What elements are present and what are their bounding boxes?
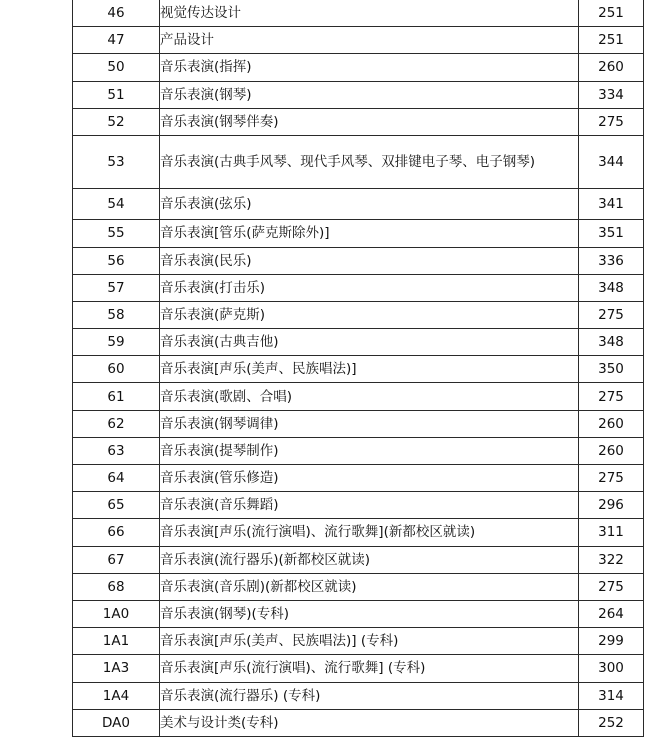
score-cell: 275 bbox=[579, 383, 644, 410]
major-code-cell: DA0 bbox=[73, 709, 160, 736]
major-code-cell: 54 bbox=[73, 189, 160, 220]
score-cell: 260 bbox=[579, 437, 644, 464]
score-cell: 322 bbox=[579, 546, 644, 573]
major-name-cell: 音乐表演(歌剧、合唱) bbox=[160, 383, 579, 410]
score-cell: 334 bbox=[579, 81, 644, 108]
table-row bbox=[73, 81, 644, 108]
major-name-cell: 音乐表演(钢琴伴奏) bbox=[160, 108, 579, 135]
table-row bbox=[73, 600, 644, 627]
major-name-cell: 音乐表演(古典手风琴、现代手风琴、双排键电子琴、电子钢琴) bbox=[160, 135, 579, 188]
score-cell: 260 bbox=[579, 54, 644, 81]
score-cell: 251 bbox=[579, 27, 644, 54]
score-table-body bbox=[73, 0, 644, 736]
major-code-cell: 58 bbox=[73, 301, 160, 328]
score-cell: 344 bbox=[579, 135, 644, 188]
major-code-cell: 53 bbox=[73, 135, 160, 188]
score-cell: 336 bbox=[579, 247, 644, 274]
major-code-cell: 56 bbox=[73, 247, 160, 274]
major-name-cell: 音乐表演(钢琴) bbox=[160, 81, 579, 108]
major-name-cell: 产品设计 bbox=[160, 27, 579, 54]
major-name-cell: 音乐表演(音乐剧)(新都校区就读) bbox=[160, 573, 579, 600]
table-row bbox=[73, 573, 644, 600]
score-cell: 252 bbox=[579, 709, 644, 736]
major-name-cell: 音乐表演(钢琴调律) bbox=[160, 410, 579, 437]
major-code-cell: 59 bbox=[73, 329, 160, 356]
major-code-cell: 67 bbox=[73, 546, 160, 573]
major-code-cell: 1A1 bbox=[73, 628, 160, 655]
table-row bbox=[73, 0, 644, 27]
major-name-cell: 音乐表演[声乐(流行演唱)、流行歌舞] (专科) bbox=[160, 655, 579, 682]
major-name-cell: 视觉传达设计 bbox=[160, 0, 579, 27]
major-name-cell: 音乐表演(流行器乐)(新都校区就读) bbox=[160, 546, 579, 573]
score-cell: 251 bbox=[579, 0, 644, 27]
major-name-cell: 音乐表演(管乐修造) bbox=[160, 465, 579, 492]
major-code-cell: 61 bbox=[73, 383, 160, 410]
score-cell: 275 bbox=[579, 301, 644, 328]
major-code-cell: 46 bbox=[73, 0, 160, 27]
major-code-cell: 47 bbox=[73, 27, 160, 54]
major-name-cell: 音乐表演[管乐(萨克斯除外)] bbox=[160, 220, 579, 247]
score-cell: 275 bbox=[579, 573, 644, 600]
table-row bbox=[73, 519, 644, 546]
major-name-cell: 音乐表演(民乐) bbox=[160, 247, 579, 274]
table-row bbox=[73, 135, 644, 188]
major-name-cell: 音乐表演[声乐(流行演唱)、流行歌舞](新都校区就读) bbox=[160, 519, 579, 546]
score-cell: 264 bbox=[579, 600, 644, 627]
table-row bbox=[73, 465, 644, 492]
table-row bbox=[73, 54, 644, 81]
score-cell: 341 bbox=[579, 189, 644, 220]
major-code-cell: 51 bbox=[73, 81, 160, 108]
table-row bbox=[73, 189, 644, 220]
score-cell: 296 bbox=[579, 492, 644, 519]
table-row bbox=[73, 301, 644, 328]
major-code-cell: 52 bbox=[73, 108, 160, 135]
major-code-cell: 1A4 bbox=[73, 682, 160, 709]
score-table bbox=[72, 0, 644, 737]
score-cell: 275 bbox=[579, 108, 644, 135]
table-row bbox=[73, 546, 644, 573]
major-code-cell: 62 bbox=[73, 410, 160, 437]
score-cell: 311 bbox=[579, 519, 644, 546]
score-cell: 260 bbox=[579, 410, 644, 437]
table-row bbox=[73, 274, 644, 301]
score-cell: 299 bbox=[579, 628, 644, 655]
score-cell: 300 bbox=[579, 655, 644, 682]
major-code-cell: 64 bbox=[73, 465, 160, 492]
table-row bbox=[73, 628, 644, 655]
major-name-cell: 音乐表演[声乐(美声、民族唱法)] bbox=[160, 356, 579, 383]
major-code-cell: 1A3 bbox=[73, 655, 160, 682]
table-row bbox=[73, 682, 644, 709]
table-row bbox=[73, 220, 644, 247]
table-row bbox=[73, 329, 644, 356]
table-row bbox=[73, 492, 644, 519]
table-row bbox=[73, 437, 644, 464]
major-name-cell: 音乐表演(指挥) bbox=[160, 54, 579, 81]
major-name-cell: 音乐表演(古典吉他) bbox=[160, 329, 579, 356]
major-code-cell: 63 bbox=[73, 437, 160, 464]
major-name-cell: 音乐表演(打击乐) bbox=[160, 274, 579, 301]
table-row bbox=[73, 383, 644, 410]
major-name-cell: 音乐表演(萨克斯) bbox=[160, 301, 579, 328]
score-cell: 348 bbox=[579, 329, 644, 356]
table-row bbox=[73, 27, 644, 54]
major-name-cell: 音乐表演[声乐(美声、民族唱法)] (专科) bbox=[160, 628, 579, 655]
major-name-cell: 美术与设计类(专科) bbox=[160, 709, 579, 736]
table-row bbox=[73, 655, 644, 682]
major-name-cell: 音乐表演(流行器乐) (专科) bbox=[160, 682, 579, 709]
major-code-cell: 55 bbox=[73, 220, 160, 247]
major-code-cell: 68 bbox=[73, 573, 160, 600]
table-row bbox=[73, 410, 644, 437]
table-row bbox=[73, 356, 644, 383]
table-row bbox=[73, 247, 644, 274]
table-row bbox=[73, 709, 644, 736]
major-name-cell: 音乐表演(音乐舞蹈) bbox=[160, 492, 579, 519]
score-cell: 351 bbox=[579, 220, 644, 247]
major-code-cell: 1A0 bbox=[73, 600, 160, 627]
score-cell: 350 bbox=[579, 356, 644, 383]
major-name-cell: 音乐表演(提琴制作) bbox=[160, 437, 579, 464]
score-cell: 275 bbox=[579, 465, 644, 492]
table-row bbox=[73, 108, 644, 135]
major-code-cell: 65 bbox=[73, 492, 160, 519]
major-code-cell: 60 bbox=[73, 356, 160, 383]
major-code-cell: 57 bbox=[73, 274, 160, 301]
major-name-cell: 音乐表演(钢琴)(专科) bbox=[160, 600, 579, 627]
score-cell: 348 bbox=[579, 274, 644, 301]
major-name-cell: 音乐表演(弦乐) bbox=[160, 189, 579, 220]
major-code-cell: 66 bbox=[73, 519, 160, 546]
major-code-cell: 50 bbox=[73, 54, 160, 81]
score-cell: 314 bbox=[579, 682, 644, 709]
